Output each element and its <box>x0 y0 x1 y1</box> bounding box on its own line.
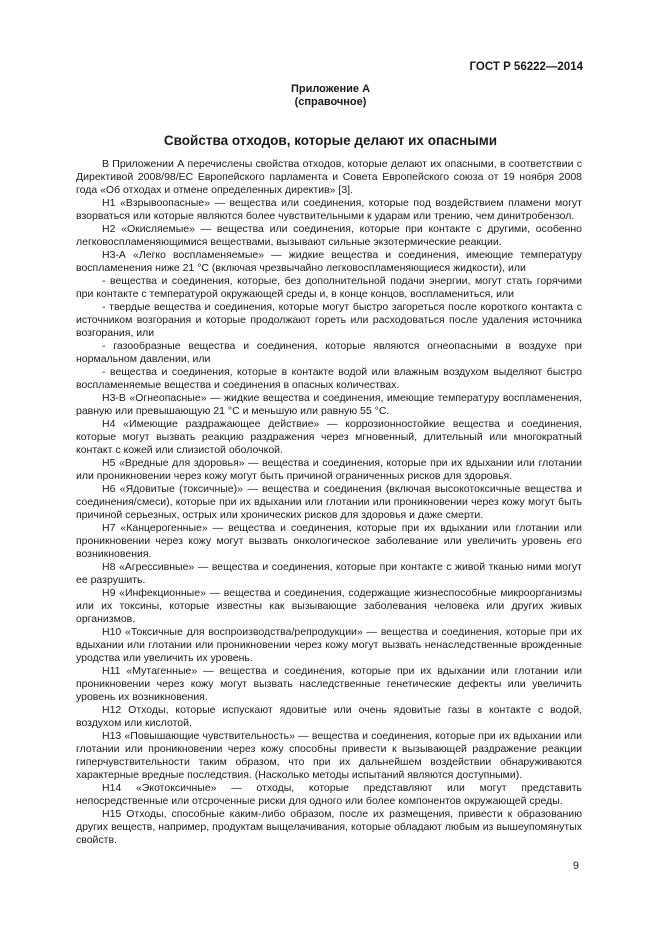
paragraph-h3b: Н3-В «Огнеопасные» — жидкие вещества и соединения, имеющие температуру воспламенения, равную или превышающую 21 °С и меньшую или равную 55 °С. <box>76 392 582 417</box>
paragraph-h3a-item-1: - вещества и соединения, которые, без дополнительной подачи энергии, могут стать горячими при контакте с температурой окружающей среды и, в конце концов, воспламениться, или <box>76 275 582 300</box>
paragraph-h13: Н13 «Повышающие чувствительность» — вещества и соединения, которые при их вдыхании или глотании или проникновении через кожу способны привести к вызывающей раздражение реакции гиперчувствительности таким образом, что при их дальнейшем воздействии обнаруживаются характерные вредные последствия. (Насколько методы испытаний являются доступными). <box>76 730 582 781</box>
annex-subtitle: (справочное) <box>294 96 367 108</box>
annex-title: Приложение А <box>290 83 371 95</box>
paragraph-h8: Н8 «Агрессивные» — вещества и соединения, которые при контакте с живой тканью ними могут ее разрушить. <box>76 561 582 586</box>
paragraph-h15: Н15 Отходы, способные каким-либо образом, после их размещения, привести к образованию других веществ, например, продуктам выщелачивания, которые обладают любым из вышеупомянутых свойств. <box>76 808 582 846</box>
paragraph-h3a: Н3-А «Легко воспламеняемые» — жидкие вещества и соединения, имеющие температуру воспламенения ниже 21 °С (включая чрезвычайно легковоспламеняющиеся жидкости), или <box>76 249 582 274</box>
paragraph-h7: Н7 «Канцерогенные» — вещества и соединения, которые при их вдыхании или глотании или проникновении через кожу могут вызвать онкологическое заболевание или увеличить уровень его возникновения. <box>76 522 582 560</box>
paragraph-h9: Н9 «Инфекционные» — вещества и соединения, содержащие жизнеспособные микроорганизмы или их токсины, которые известны как вызывающие заболевания человека или других живых организмов. <box>76 587 582 625</box>
page-number: 9 <box>572 860 579 872</box>
paragraph-h3a-item-3: - газообразные вещества и соединения, которые являются огнеопасными в воздухе при нормальном давлении, или <box>76 340 582 365</box>
paragraph-h11: Н11 «Мутагенные» — вещества и соединения, которые при их вдыхании или глотании или проникновении через кожу могут вызвать наследственные генетические дефекты или увеличить уровень их возникновения. <box>76 665 582 703</box>
paragraph-h6: Н6 «Ядовитые (токсичные)» — вещества и соединения (включая высокотоксичные вещества и соединения/смеси), которые при их вдыхании или глотании или проникновении через кожу могут быть причиной серьезных, острых или хронических рисков для здоровья и даже смерти. <box>76 483 582 521</box>
standard-code: ГОСТ Р 56222—2014 <box>469 61 583 73</box>
paragraph-h12: Н12 Отходы, которые испускают ядовитые или очень ядовитые газы в контакте с водой, воздухом или кислотой. <box>76 704 582 729</box>
paragraph-h3a-item-2: - твердые вещества и соединения, которые могут быстро загореться после короткого контакта с источником возгорания и которые продолжают гореть или расходоваться после удаления источника возгорания, или <box>76 301 582 339</box>
paragraph-h4: Н4 «Имеющие раздражающее действие» — коррозионностойкие вещества и соединения, которые могут вызвать реакцию раздражения через мгновенный, длительный или многократный контакт с кожей или слизистой оболочкой. <box>76 418 582 456</box>
paragraph-intro: В Приложении А перечислены свойства отходов, которые делают их опасными, в соответствии с Директивой 2008/98/ЕС Европейского парламента и Совета Европейского союза от 19 ноября 2008 года «Об отходах и отмене определенных директив» [3]. <box>76 158 582 196</box>
annex-heading <box>0 83 661 109</box>
paragraph-h5: Н5 «Вредные для здоровья» — вещества и соединения, которые при их вдыхании или глотании или проникновении через кожу могут быть причиной ограниченных рисков для здоровья. <box>76 457 582 482</box>
body-text <box>76 158 582 847</box>
paragraph-h10: Н10 «Токсичные для воспроизводства/репродукции» — вещества и соединения, которые при их вдыхании или глотании или проникновении через кожу могут вызвать ненаследственные врожденные уродства или увеличить их уровень. <box>76 626 582 664</box>
paragraph-h1: Н1 «Взрывоопасные» — вещества или соединения, которые под воздействием пламени могут взорваться или которые являются более чувствительными к ударам или трению, чем динитробензол. <box>76 197 582 222</box>
paragraph-h2: Н2 «Окисляемые» — вещества или соединения, которые при контакте с другими, особенно легковоспламеняющимися веществами, вызывают сильные экзотермические реакции. <box>76 223 582 248</box>
paragraph-h14: Н14 «Экотоксичные» — отходы, которые представляют или могут представить непосредственные или отсроченные риски для одного или более компонентов окружающей среды. <box>76 782 582 807</box>
paragraph-h3a-item-4: - вещества и соединения, которые в контакте водой или влажным воздухом выделяют быстро воспламеняемые вещества и соединения в опасных количествах. <box>76 366 582 391</box>
section-title: Свойства отходов, которые делают их опасными <box>163 133 498 148</box>
